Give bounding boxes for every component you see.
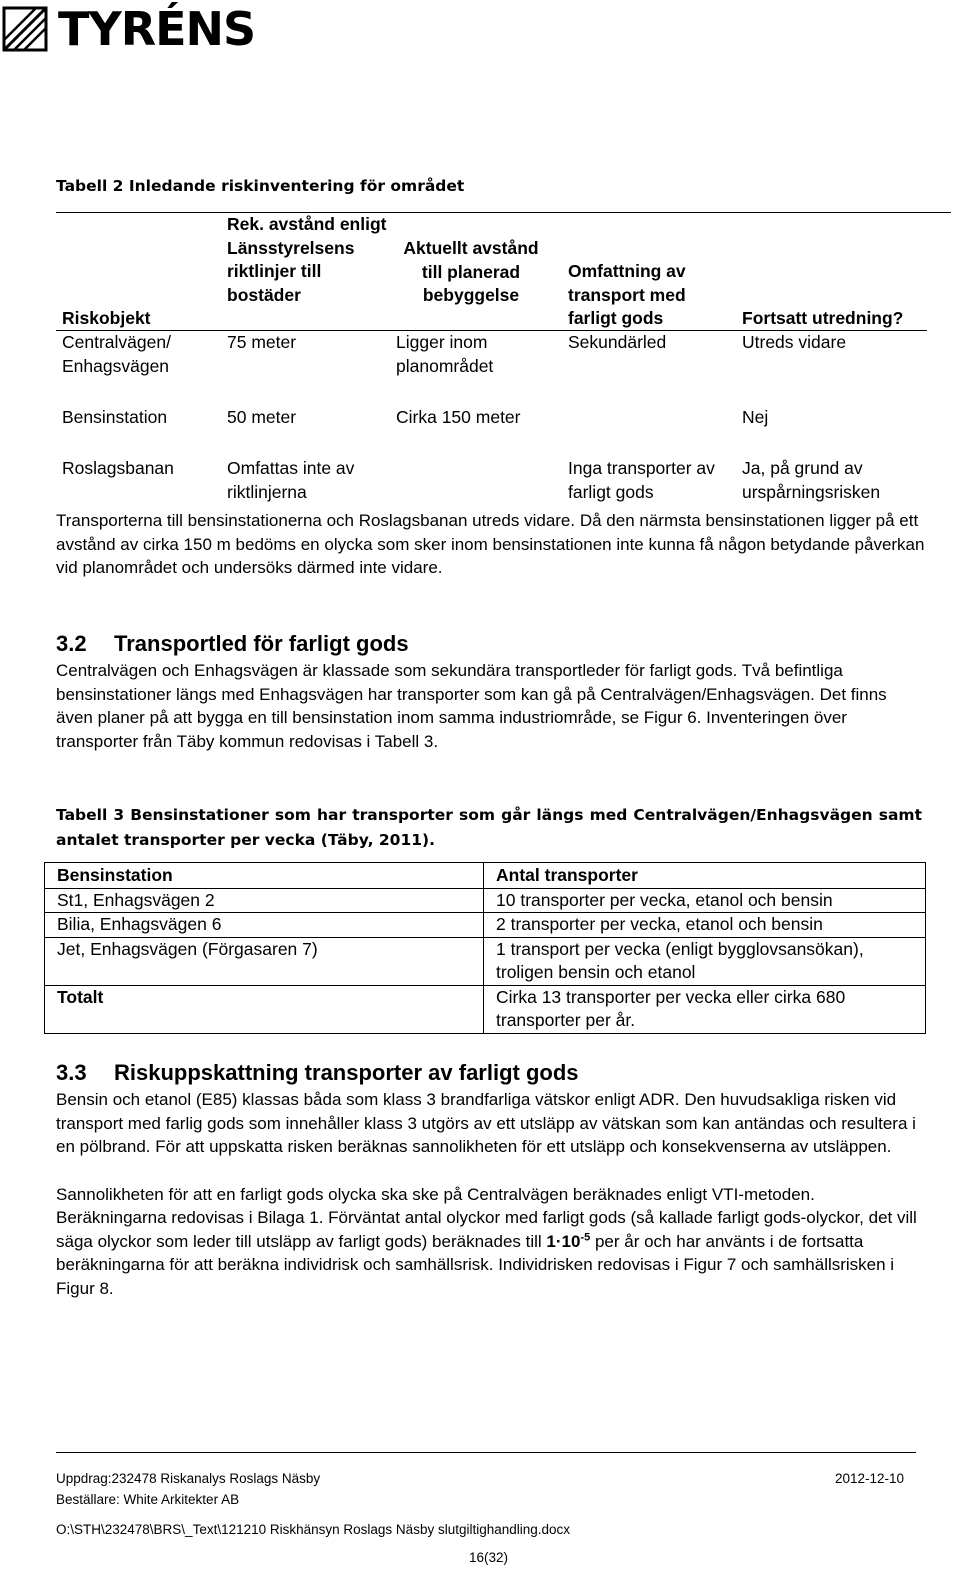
section-title: Riskuppskattning transporter av farligt gods (114, 1060, 579, 1085)
row2-aktuellt-avstand: Cirka 150 meter (396, 407, 521, 427)
transport-cell: 2 transporter per vecka, etanol och bensin (484, 913, 926, 938)
formula-exponent: -5 (580, 1230, 591, 1243)
footer-rule (56, 1452, 916, 1453)
footer-file-path: O:\STH\232478\BRS\_Text\121210 Riskhänsyn Roslags Näsby slutgiltighandling.docx (56, 1522, 571, 1537)
para2-text-b: per år och har använts i de fortsatta beräkningarna för att beräkna individrisk och samhällsrisk. Individrisken redovisas i Figur 7 och samhällsrisken i Figur 8. (56, 1231, 895, 1298)
row1-fortsatt: Utreds vidare (742, 332, 847, 352)
section-3-2-heading (56, 631, 409, 657)
row3-omfattning: Inga transporter av farligt gods (568, 458, 715, 502)
header-rek-avstand: Rek. avstånd enligt Länsstyrelsens riktlinjer till bostäder (227, 214, 387, 305)
logo-text: TYRÉNS (58, 2, 256, 56)
transport-cell: 1 transport per vecka (enligt bygglovsansökan), troligen bensin och etanol (484, 937, 926, 985)
tyrens-logo (2, 4, 255, 54)
table-header-row (45, 863, 926, 889)
transport-cell: 10 transporter per vecka, etanol och bensin (484, 888, 926, 913)
station-cell: Bilia, Enhagsvägen 6 (45, 913, 484, 938)
total-value: Cirka 13 transporter per vecka eller cirka 680 transporter per år. (484, 985, 926, 1033)
table-top-rule (56, 212, 951, 213)
table-total-row (45, 985, 926, 1033)
station-cell: Jet, Enhagsvägen (Förgasaren 7) (45, 937, 484, 985)
section-3-2-body (56, 659, 926, 753)
para2-text-a: Sannolikheten för att en farligt gods olycka ska ske på Centralvägen beräknades enligt VTI-metoden. Beräkningarna redovisas i Bilaga 1. Förväntat antal olyckor med farligt gods (så kallade farligt gods-olyckor, det vill säga olyckor som leder till utsläpp av farligt gods) beräknades till (56, 1184, 917, 1251)
header-bensinstation: Bensinstation (45, 863, 484, 889)
row1-omfattning: Sekundärled (568, 332, 667, 352)
footer-bestallare: Beställare: White Arkitekter AB (56, 1492, 240, 1507)
paragraph-text: Transporterna till bensinstationerna och Roslagsbanan utreds vidare. Då den närmsta bensinstationen ligger på ett avstånd av cirka 150 m bedöms en olycka som sker inom bensinstationen inte kunna få någon betydande påverkan vid planområdet och undersöks därmed inte vidare. (56, 511, 925, 577)
section-3-3-para2 (56, 1183, 926, 1301)
section-number: 3.2 (56, 631, 87, 656)
row3-fortsatt: Ja, på grund av urspårningsrisken (742, 458, 881, 502)
header-fortsatt-utredning: Fortsatt utredning? (742, 308, 904, 328)
row2-rek-avstand: 50 meter (227, 407, 297, 427)
table-row (45, 913, 926, 938)
section-3-3-para1: Bensin och etanol (E85) klassas båda som klass 3 brandfarliga vätskor enligt ADR. Den huvudsakliga risken vid transport med farlig gods som innehåller klass 3 utgörs av ett utsläpp av vätskan som kan antändas och resultera i en pölbrand. För att uppskatta risken beräknas sannolikheten för ett utsläpp och konsekvenserna av utsläppen. (56, 1090, 916, 1156)
header-aktuellt-avstand: Aktuellt avstånd till planerad bebyggelse (403, 238, 539, 305)
total-label: Totalt (45, 985, 484, 1033)
row3-rek-avstand: Omfattas inte av riktlinjerna (227, 458, 355, 502)
row1-riskobjekt: Centralvägen/ Enhagsvägen (62, 332, 171, 376)
station-cell: St1, Enhagsvägen 2 (45, 888, 484, 913)
row1-aktuellt-avstand: Ligger inom planområdet (396, 332, 494, 376)
row1-rek-avstand: 75 meter (227, 332, 297, 352)
section-3-2-text: Centralvägen och Enhagsvägen är klassade som sekundära transportleder för farligt gods. Två befintliga bensinstationer längs med Enhagsvägen har transporter som kan gå på Centralvägen/Enhagsvägen. Det finns även planer på att bygga en till bensinstation inom samma industriområde, se Figur 6. Inventeringen över transporter från Täby kommun redovisas i Tabell 3. (56, 661, 887, 751)
table2-caption: Tabell 2 Inledande riskinventering för området (56, 177, 465, 195)
table3-caption: Tabell 3 Bensinstationer som har transporter som går längs med Centralvägen/Enhagsvägen samt antalet transporter per vecka (Täby, 2011). (56, 806, 922, 849)
section-number: 3.3 (56, 1060, 87, 1085)
tyrens-logo-icon (2, 6, 48, 52)
section-3-3-heading (56, 1060, 579, 1086)
paragraph-transporter (56, 509, 926, 580)
header-riskobjekt: Riskobjekt (62, 308, 151, 328)
row2-fortsatt: Nej (742, 407, 769, 427)
section-title: Transportled för farligt gods (114, 631, 409, 656)
gas-station-table (44, 862, 926, 1034)
footer-uppdrag: Uppdrag:232478 Riskanalys Roslags Näsby (56, 1471, 321, 1486)
formula-base: 1·10 (546, 1231, 581, 1251)
header-antal-transporter: Antal transporter (484, 863, 926, 889)
table-row (45, 937, 926, 985)
row3-riskobjekt: Roslagsbanan (62, 458, 174, 478)
header-omfattning: Omfattning av transport med farligt gods (568, 261, 686, 328)
footer-page-number: 16(32) (469, 1550, 509, 1565)
frequency-formula (546, 1232, 590, 1251)
section-3-3-body (56, 1088, 926, 1300)
row2-riskobjekt: Bensinstation (62, 407, 168, 427)
table-row (45, 888, 926, 913)
footer-date: 2012-12-10 (835, 1471, 905, 1486)
